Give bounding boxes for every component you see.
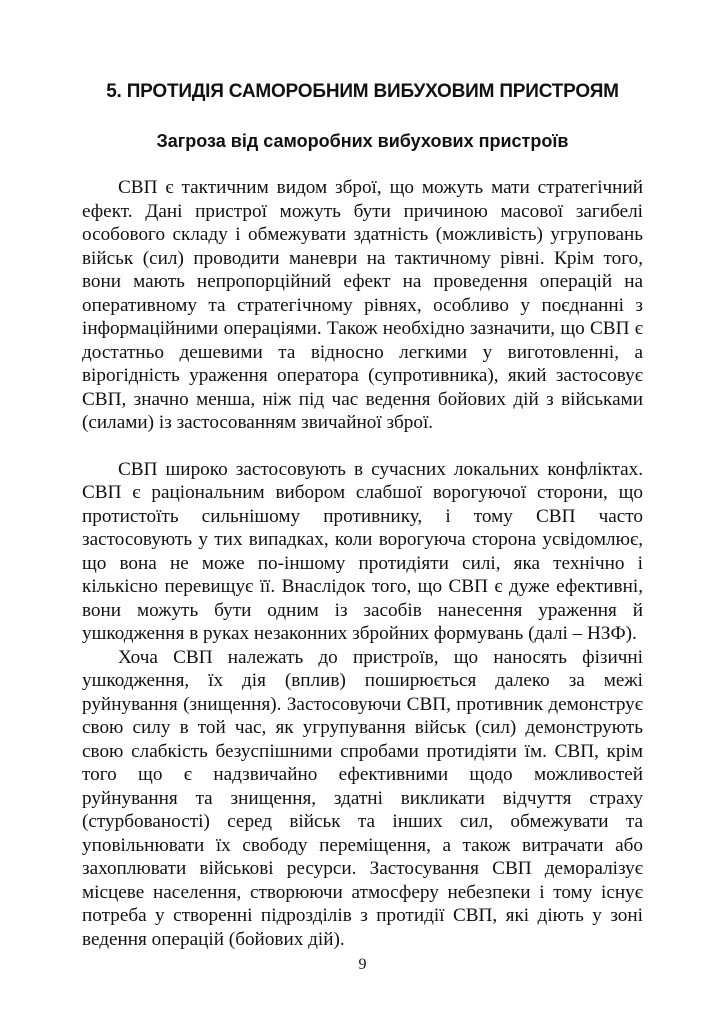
section-title: 5. ПРОТИДІЯ САМОРОБНИМ ВИБУХОВИМ ПРИСТРОЯМ — [106, 81, 619, 102]
paragraph-2: СВП широко застосовують в сучасних локальних конфліктах. СВП є раціональним вибором слабшої ворогуючої сторони, що протистоїть сильнішому противнику, і тому СВП часто застосовують у тих випадках, коли ворогуюча сторона усвідомлює, що вона не може по-іншому протидіяти силі, яка технічно і кількісно перевищує її. Внаслідок того, що СВП є дуже ефективні, вони можуть бути одним із засобів нанесення ураження й ушкодження в руках незаконних збройних формувань (далі – НЗФ). — [82, 458, 643, 644]
section-subtitle: Загроза від саморобних вибухових пристроїв — [156, 131, 569, 151]
paragraph-3: Хоча СВП належать до пристроїв, що наносять фізичні ушкодження, їх дія (вплив) поширюється далеко за межі руйнування (знищення). Застосовуючи СВП, противник демонструє свою силу в той час, як угрупування військ (сил) демонструють свою слабкість безуспішними спробами протидіяти їм. СВП, крім того що є надзвичайно ефективними щодо можливостей руйнування та знищення, здатні викликати відчуття страху (стурбованості) серед військ та інших сил, обмежувати та уповільнювати їх свободу переміщення, а також витрачати або захоплювати військові ресурси. Застосування СВП деморалізує місцеве населення, створюючи атмосферу небезпеки і тому існує потреба у створенні підрозділів з протидії СВП, які діють у зоні ведення операцій (бойових дій). — [82, 646, 643, 950]
page-number: 9 — [358, 956, 367, 973]
paragraph-1: СВП є тактичним видом зброї, що можуть мати стратегічний ефект. Дані пристрої можуть бути причиною масової загибелі особового складу і обмежувати здатність (можливість) угруповань військ (сил) проводити маневри на тактичному рівні. Крім того, вони мають непропорційний ефект на проведення операцій на оперативному та стратегічному рівнях, особливо у поєднанні з інформаційними операціями. Також необхідно зазначити, що СВП є достатньо дешевими та відносно легкими у виготовленні, а вірогідність ураження оператора (супротивника), який застосовує СВП, значно менша, ніж під час ведення бойових дій з військами (силами) із застосованням звичайної зброї. — [82, 177, 643, 433]
body-text — [82, 176, 643, 951]
